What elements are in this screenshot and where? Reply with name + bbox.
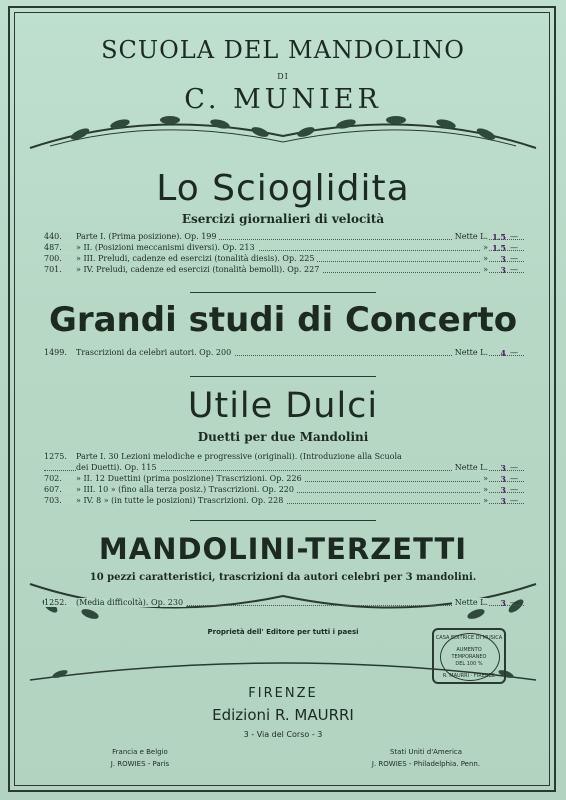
author-name: C. MUNIER	[184, 84, 382, 115]
agent-right: J. ROWIES - Philadelphia. Penn.	[371, 760, 481, 768]
section-subtitle-scioglidita: Esercizi giornalieri di velocità	[181, 212, 385, 226]
author-preposition: DI	[277, 72, 289, 81]
leaf-ornament-top	[20, 108, 546, 156]
section-title-terzetti: MANDOLINI-TERZETTI	[98, 532, 468, 566]
catalog-row: 1275. Parte I. 30 Lezioni melodiche e progressive (originali). (Introduzione alla Scuola	[44, 452, 524, 462]
divider	[190, 292, 376, 293]
publisher-stamp: CASA EDITRICE DI MUSICA AUMENTO TEMPORANEO DEL 100 % R. MAURRI · FIRENZE	[432, 628, 506, 684]
section-subtitle-utile-dulci: Duetti per due Mandolini	[197, 430, 369, 444]
catalog-row: 607. » III. 10 » (fino alla terza posiz.) Trascrizioni. Op. 220 » 3 —	[44, 485, 524, 495]
section-title-utile-dulci: Utile Dulci	[187, 386, 379, 426]
catalog-row: 440. Parte I. (Prima posizione). Op. 199 Nette L. 1.5 —	[44, 232, 524, 242]
catalog-row: dei Duetti). Op. 115 Nette L. 3 —	[44, 463, 524, 473]
section-title-scioglidita: Lo Scioglidita	[156, 168, 410, 209]
catalog-row: 487. » II. (Posizioni meccanismi diversi). Op. 213 » 1.5 —	[44, 243, 524, 253]
divider	[190, 376, 376, 377]
catalog-row: 1252. (Media difficoltà). Op. 230 Nette L. 3 —	[44, 598, 524, 608]
agent-region-left: Francia e Belgio	[112, 748, 168, 756]
city: FIRENZE	[248, 686, 318, 701]
catalog-row: 703. » IV. 8 » (in tutte le posizioni) Trascrizioni. Op. 228 » 3 —	[44, 496, 524, 506]
section-subtitle-terzetti: 10 pezzi caratteristici, trascrizioni da autori celebri per 3 mandolini.	[89, 572, 477, 583]
agent-region-right: Stati Uniti d'America	[389, 748, 463, 756]
section-title-grandi-studi: Grandi studi di Concerto	[48, 300, 518, 340]
publisher-name: Edizioni R. MAURRI	[212, 706, 354, 724]
rights-notice: Proprietà dell' Editore per tutti i paesi	[207, 628, 359, 636]
series-title: SCUOLA DEL MANDOLINO	[101, 36, 465, 64]
catalog-row: 701. » IV. Preludi, cadenze ed esercizi (tonalità bemolli). Op. 227 » 3 —	[44, 265, 524, 275]
agent-left: J. ROWIES - Paris	[110, 760, 170, 768]
catalog-row: 700. » III. Preludi, cadenze ed esercizi (tonalità diesis). Op. 225 » 3 —	[44, 254, 524, 264]
divider	[190, 520, 376, 521]
catalog-row: 702. » II. 12 Duettini (prima posizione) Trascrizioni. Op. 226 » 3 —	[44, 474, 524, 484]
publisher-address: 3 - Via del Corso - 3	[243, 730, 323, 739]
catalog-row: 1499. Trascrizioni da celebri autori. Op. 200 Nette L. 4 —	[44, 348, 524, 358]
